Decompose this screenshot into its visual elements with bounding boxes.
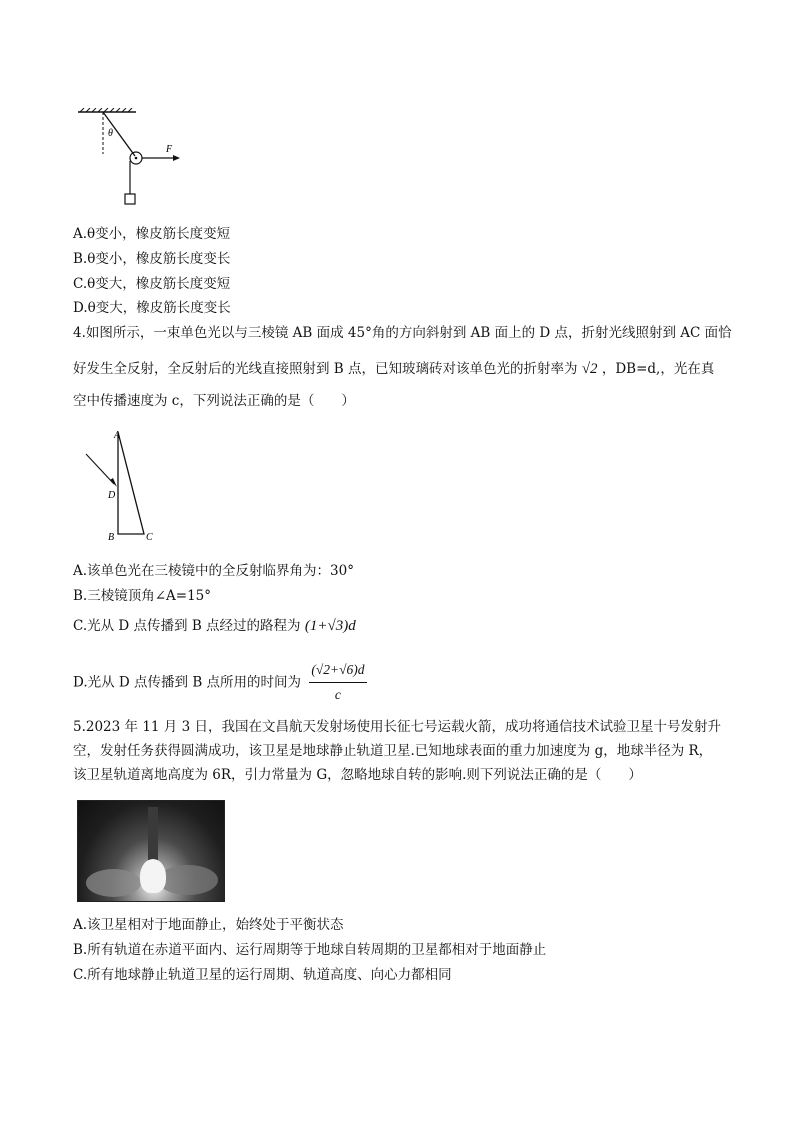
q4-option-a: A.该单色光在三棱镜中的全反射临界角为：30° (73, 563, 354, 579)
theta-label: θ (108, 128, 113, 139)
sqrt2-expr: √2 (581, 361, 598, 377)
rocket-launch-photo (77, 800, 225, 902)
q4-stem-line3: 空中传播速度为 c，下列说法正确的是（ ） (73, 393, 355, 409)
q4-option-c-text: C.光从 D 点传播到 B 点经过的路程为 (73, 618, 301, 634)
q4-option-d-fraction (309, 660, 366, 705)
q3-option-c: C.θ变大，橡皮筋长度变短 (73, 276, 231, 292)
q5-option-c: C.所有地球静止轨道卫星的运行周期、轨道高度、向心力都相同 (73, 967, 452, 983)
q5-stem-line1: 5.2023 年 11 月 3 日，我国在文昌航天发射场使用长征七号运载火箭，成功将通信技术试验卫星十号发射升 (73, 719, 721, 735)
label-a: A (114, 430, 121, 441)
q4-option-b: B.三棱镜顶角∠A=15° (73, 588, 212, 604)
force-label: F (166, 144, 173, 155)
label-c: C (146, 532, 153, 543)
q4-stem-line2a: 好发生全反射，全反射后的光线直接照射到 B 点，已知玻璃砖对该单色光的折射率为 (73, 361, 578, 377)
q4-option-c-expr: (1+√3)d (304, 618, 356, 634)
fraction-denominator: c (334, 687, 341, 702)
q4-stem-line2b: ，DB=d,，光在真 (601, 361, 715, 377)
label-d: D (108, 490, 116, 501)
q3-option-d: D.θ变大，橡皮筋长度变长 (73, 300, 231, 316)
q5-option-b: B.所有轨道在赤道平面内、运行周期等于地球自转周期的卫星都相对于地面静止 (73, 942, 547, 958)
fraction-numerator: (√2+√6)d (309, 660, 366, 683)
q4-stem-line2 (73, 360, 714, 378)
pendulum-figure (70, 108, 190, 208)
q4-option-d-text: D.光从 D 点传播到 B 点所用的时间为 (73, 674, 302, 691)
q3-option-b: B.θ变小，橡皮筋长度变长 (73, 251, 231, 267)
prism-figure (80, 426, 160, 544)
q5-option-a: A.该卫星相对于地面静止，始终处于平衡状态 (73, 917, 344, 933)
q5-stem-line2: 空，发射任务获得圆满成功，该卫星是地球静止轨道卫星.已知地球表面的重力加速度为 g，地球半径为 R， (73, 743, 713, 759)
q4-option-d (73, 660, 367, 705)
label-b: B (108, 532, 115, 543)
q5-stem-line3: 该卫星轨道离地高度为 6R，引力常量为 G，忽略地球自转的影响.则下列说法正确的是（ ） (73, 767, 642, 783)
q4-option-c (73, 617, 356, 635)
q3-option-a: A.θ变小，橡皮筋长度变短 (73, 226, 231, 242)
q4-stem-line1: 4.如图所示，一束单色光以与三棱镜 AB 面成 45°角的方向斜射到 AB 面上的 D 点，折射光线照射到 AC 面恰 (73, 325, 732, 341)
